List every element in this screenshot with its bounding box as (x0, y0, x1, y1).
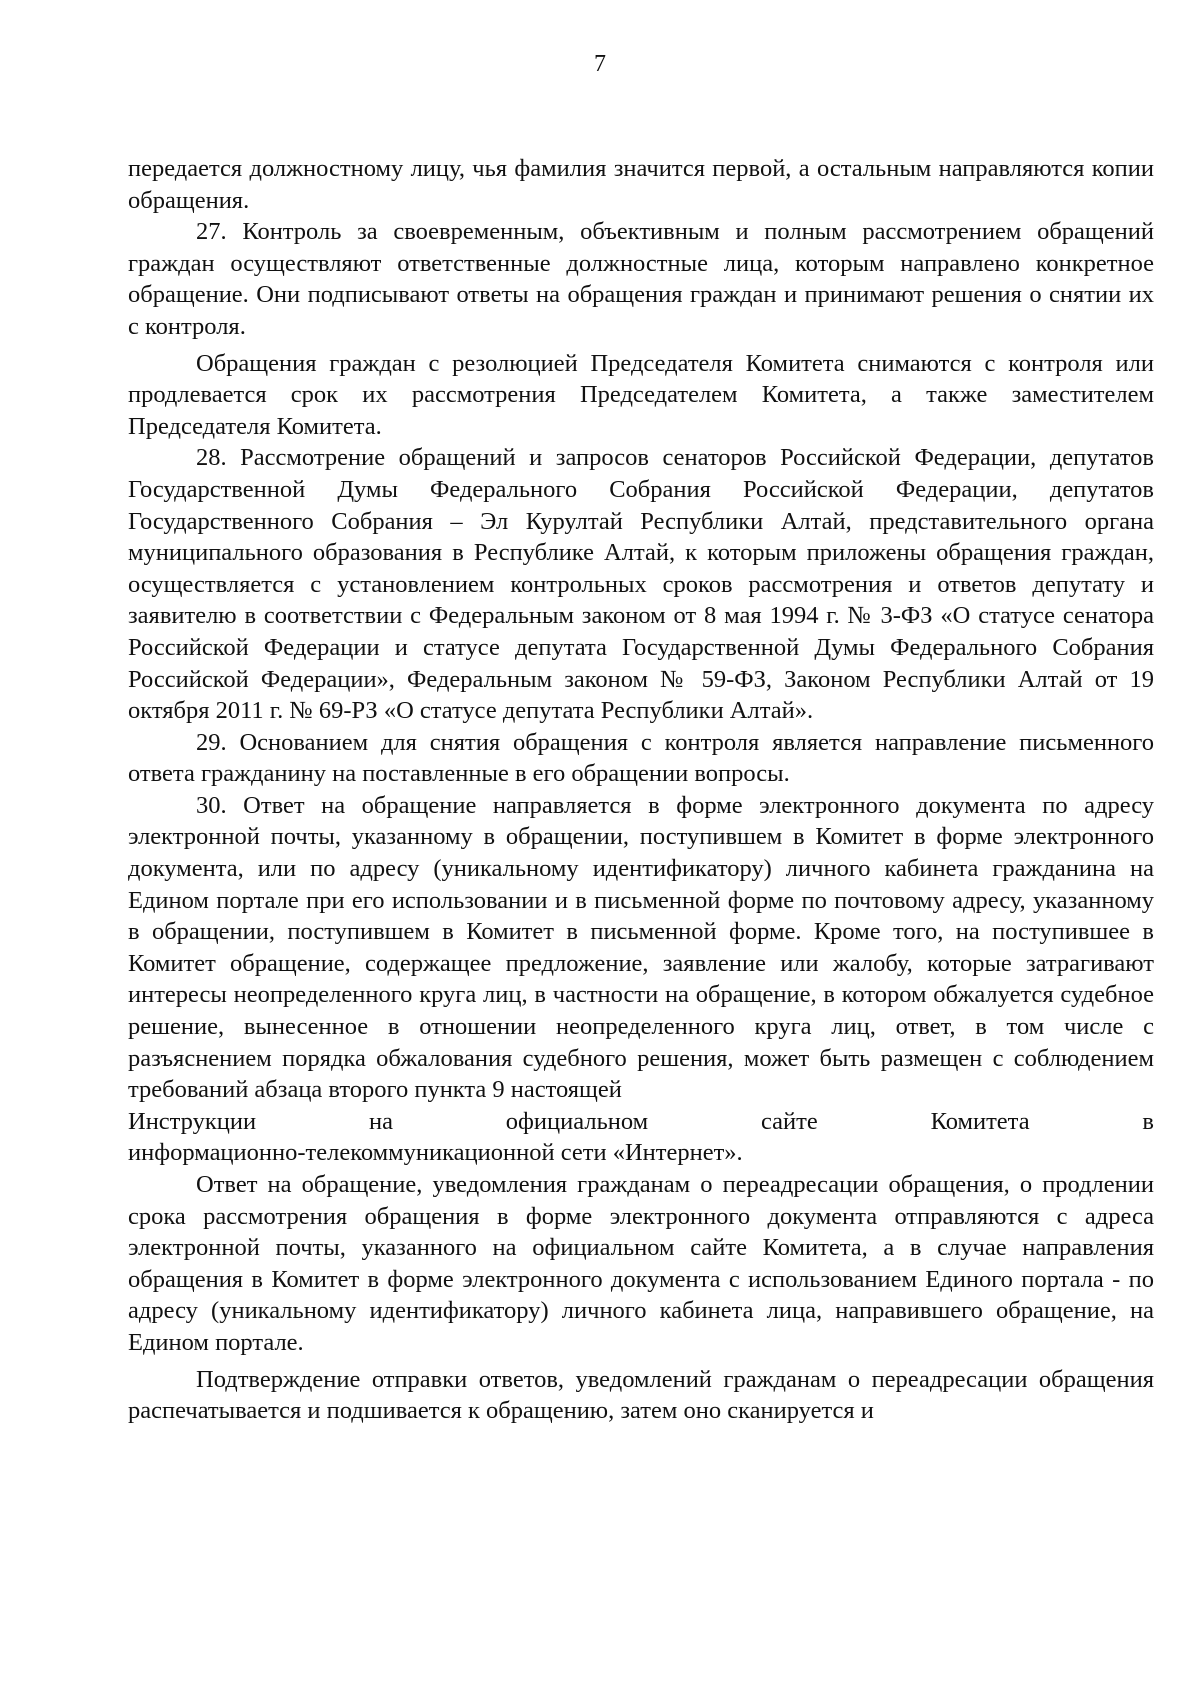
page-number: 7 (594, 51, 606, 77)
paragraph-item-30-end: информационно-телекоммуникационной сети «Интернет». (128, 1139, 743, 1167)
paragraph-continuation: передается должностному лицу, чья фамилия значится первой, а остальным направляются копии обращения. (128, 155, 1154, 214)
document-body (128, 153, 1154, 1427)
paragraph-item-30-spread-line: Инструкции на официальном сайте Комитета в (128, 1107, 1154, 1135)
paragraph-confirmation: Подтверждение отправки ответов, уведомлений гражданам о переадресации обращения распечатывается и подшивается к обращению, затем оно сканируется и (128, 1365, 1154, 1425)
paragraph-item-27: 27. Контроль за своевременным, объективным и полным рассмотрением обращений граждан осуществляют ответственные должностные лица, которым направлено конкретное обращение. Они подписывают ответы на обращения граждан и принимают решения о снятии их с контроля. (128, 218, 1154, 340)
paragraph-item-28: 28. Рассмотрение обращений и запросов сенаторов Российской Федерации, депутатов Государственной Думы Федерального Собрания Российской Федерации, депутатов Государственного Собрания – Эл Курултай Республики Алтай, представительного органа муниципального образования в Республике Алтай, к которым приложены обращения граждан, осуществляется с установлением контрольных сроков рассмотрения и ответов депутату и заявителю в соответствии с Федеральным законом от 8 мая 1994 г. № 3-ФЗ «О статусе сенатора Российской Федерации и статусе депутата Государственной Думы Федерального Собрания Российской Федерации», Федеральным законом № 59-ФЗ, Законом Республики Алтай от 19 октября 2011 г. № 69-РЗ «О статусе депутата Республики Алтай». (128, 444, 1154, 725)
paragraph-item-29: 29. Основанием для снятия обращения с контроля является направление письменного ответа гражданину на поставленные в его обращении вопросы. (128, 728, 1154, 788)
paragraph-resolution: Обращения граждан с резолюцией Председателя Комитета снимаются с контроля или продлевается срок их рассмотрения Председателем Комитета, а также заместителем Председателя Комитета. (128, 349, 1154, 440)
paragraph-response-sending: Ответ на обращение, уведомления гражданам о переадресации обращения, о продлении срока рассмотрения обращения в форме электронного документа отправляются с адреса электронной почты, указанного на официальном сайте Комитета, а в случае направления обращения в Комитет в форме электронного документа с использованием Единого портала - по адресу (уникальному идентификатору) личного кабинета лица, направившего обращение, на Едином портале. (128, 1171, 1154, 1356)
paragraph-item-30: 30. Ответ на обращение направляется в форме электронного документа по адресу электронной почты, указанному в обращении, поступившем в Комитет в форме электронного документа, или по адресу (уникальному идентификатору) личного кабинета гражданина на Едином портале при его использовании и в письменной форме по почтовому адресу, указанному в обращении, поступившем в Комитет в письменной форме. Кроме того, на поступившее в Комитет обращение, содержащее предложение, заявление или жалобу, которые затрагивают интересы неопределенного круга лиц, в частности на обращение, в котором обжалуется судебное решение, вынесенное в отношении неопределенного круга лиц, ответ, в том числе с разъяснением порядка обжалования судебного решения, может быть размещен с соблюдением требований абзаца второго пункта 9 настоящей (128, 791, 1154, 1104)
